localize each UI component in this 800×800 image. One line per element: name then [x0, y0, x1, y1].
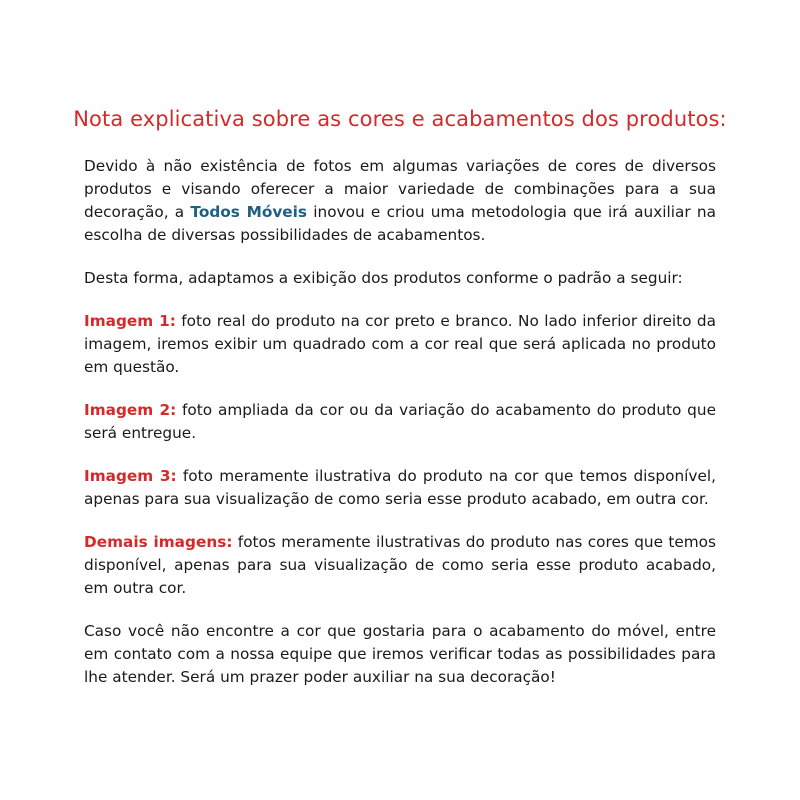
intro-text-start: Devido à não existência de fotos em algumas variações de cores de diversos produtos e visando oferecer a maior variedade de combinações para a sua decoração, a	[84, 157, 716, 221]
format-intro-paragraph: Desta forma, adaptamos a exibição dos produtos conforme o padrão a seguir:	[84, 269, 683, 287]
item-paragraph-4	[84, 531, 716, 600]
brand-name: Todos Móveis	[190, 203, 308, 221]
item-label: Imagem 3:	[84, 467, 177, 485]
item-paragraph-1	[84, 310, 716, 379]
item-text: foto ampliada da cor ou da variação do acabamento do produto que será entregue.	[84, 401, 716, 442]
intro-text-end: inovou e criou uma metodologia que irá auxiliar na escolha de diversas possibilidades de acabamentos.	[84, 203, 716, 244]
item-label: Imagem 1:	[84, 312, 176, 330]
item-label: Demais imagens:	[84, 533, 233, 551]
page-title: Nota explicativa sobre as cores e acabamentos dos produtos:	[73, 107, 727, 131]
item-text: fotos meramente ilustrativas do produto nas cores que temos disponível, apenas para sua visualização de como seria esse produto acabado, em outra cor.	[84, 533, 717, 597]
intro-paragraph	[84, 155, 716, 247]
closing-paragraph: Caso você não encontre a cor que gostaria para o acabamento do móvel, entre em contato com a nossa equipe que iremos verificar todas as possibilidades para lhe atender. Será um prazer poder auxiliar na sua decoração!	[84, 622, 716, 686]
item-paragraph-2	[84, 399, 716, 445]
item-paragraph-3	[84, 465, 716, 511]
item-label: Imagem 2:	[84, 401, 177, 419]
item-text: foto real do produto na cor preto e branco. No lado inferior direito da imagem, iremos exibir um quadrado com a cor real que será aplicada no produto em questão.	[84, 312, 716, 376]
item-text: foto meramente ilustrativa do produto na cor que temos disponível, apenas para sua visualização de como seria esse produto acabado, em outra cor.	[84, 467, 716, 508]
note-body	[84, 155, 716, 709]
